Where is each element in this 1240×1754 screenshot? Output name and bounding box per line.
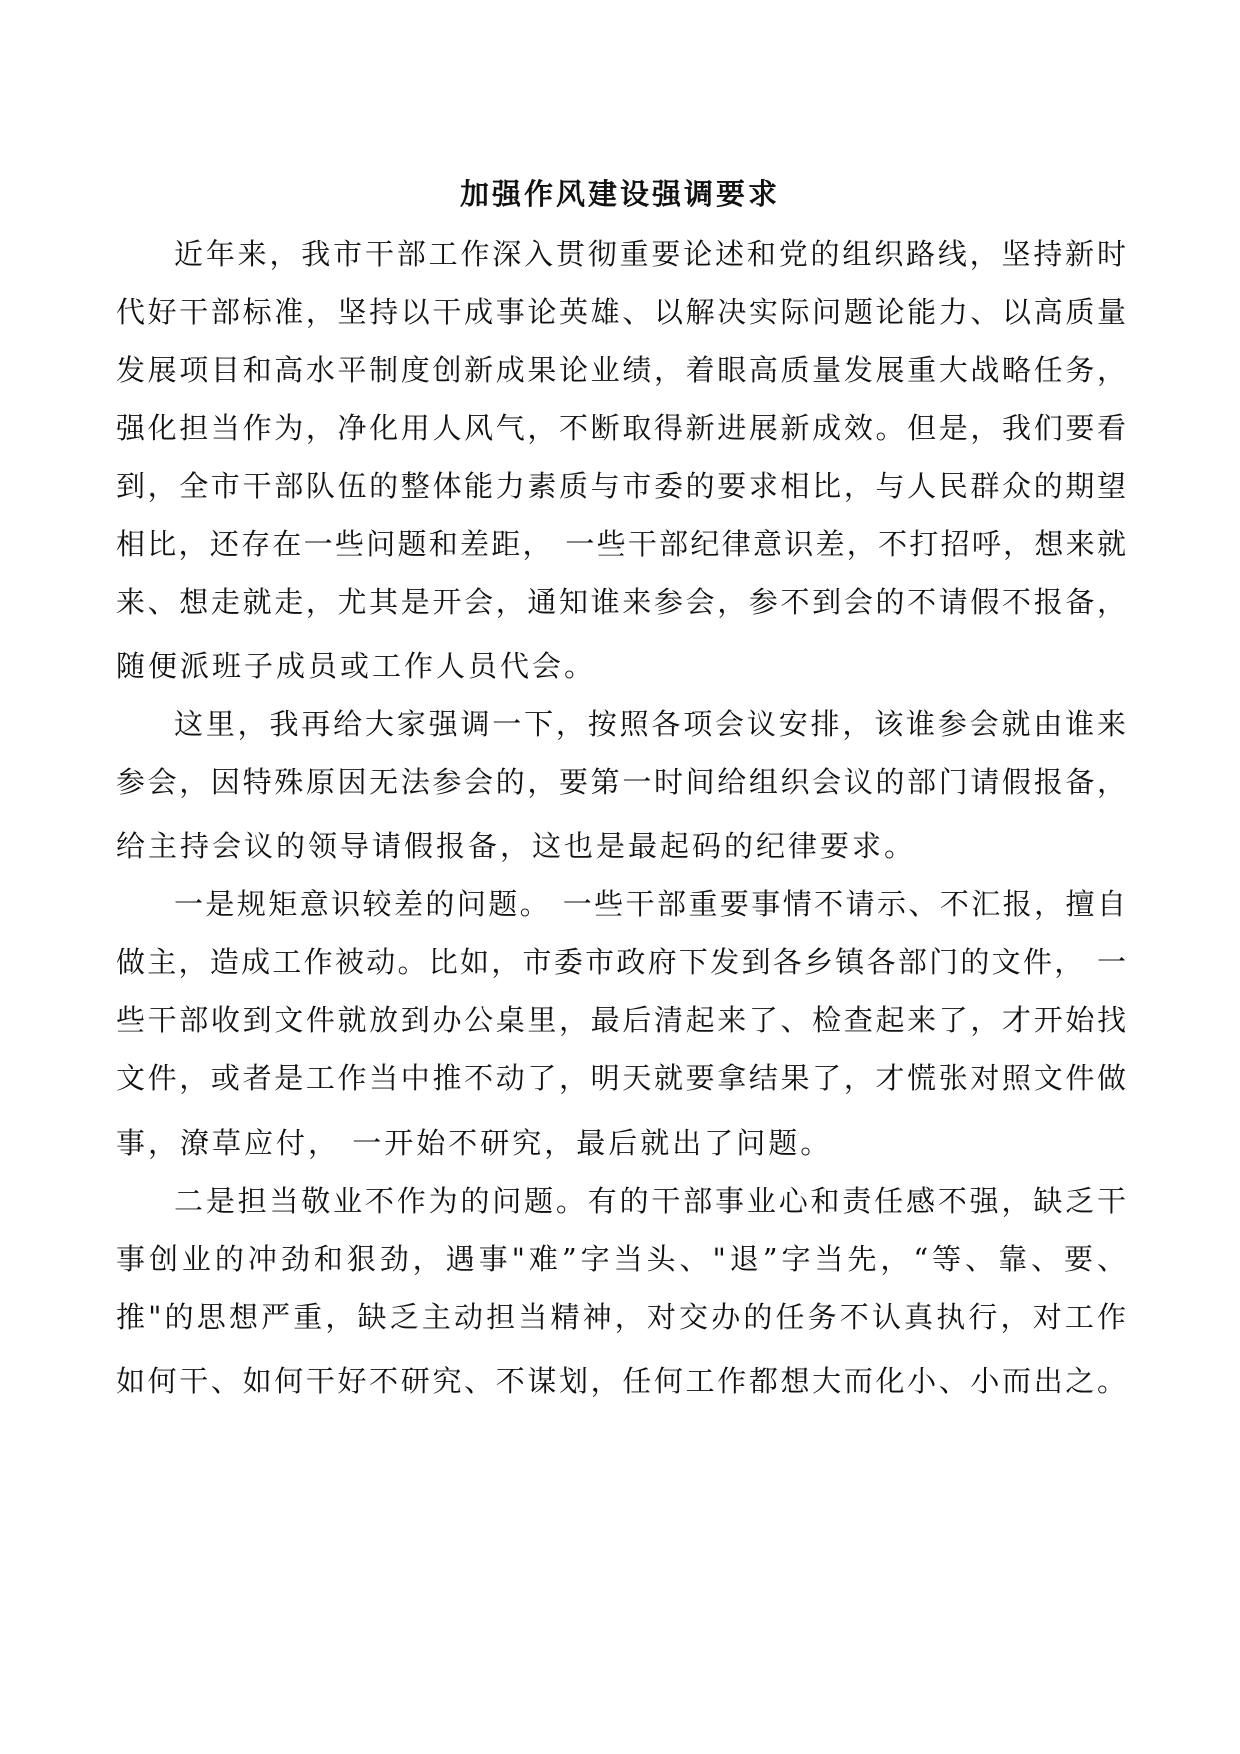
paragraph-line: 给主持会议的领导请假报备，这也是最起码的纪律要求。 [116, 829, 917, 863]
paragraph-line: 参会，因特殊原因无法参会的，要第一时间给组织会议的部门请假报备， [116, 765, 1126, 799]
paragraph-line: 一是规矩意识较差的问题。 一些干部重要事情不请示、不汇报，擅自 [174, 887, 1126, 921]
paragraph-line: 事，潦草应付， 一开始不研究，最后就出了问题。 [116, 1126, 833, 1160]
paragraph-line: 事创业的冲劲和狠劲，遇事"难”字当头、"退”字当先，“等、靠、要、 [116, 1242, 1126, 1276]
paragraph-line: 这里，我再给大家强调一下，按照各项会议安排，该谁参会就由谁来 [174, 707, 1126, 741]
paragraph-line: 做主，造成工作被动。比如，市委市政府下发到各乡镇各部门的文件， 一 [116, 945, 1126, 979]
paragraph-line: 强化担当作为，净化用人风气，不断取得新进展新成效。但是，我们要看 [116, 411, 1126, 445]
document-title: 加强作风建设强调要求 [459, 177, 780, 211]
paragraph-line: 随便派班子成员或工作人员代会。 [116, 649, 597, 683]
paragraph-line: 来、想走就走，尤其是开会，通知谁来参会，参不到会的不请假不报备， [116, 585, 1126, 619]
paragraph-line: 近年来，我市干部工作深入贯彻重要论述和党的组织路线，坚持新时 [174, 237, 1126, 271]
paragraph-line: 如何干、如何干好不研究、不谋划，任何工作都想大而化小、小而出之。 [116, 1364, 1126, 1398]
paragraph-line: 二是担当敬业不作为的问题。有的干部事业心和责任感不强，缺乏干 [174, 1184, 1126, 1218]
paragraph-line: 文件，或者是工作当中推不动了，明天就要拿结果了，才慌张对照文件做 [116, 1061, 1126, 1095]
paragraph-line: 推"的思想严重，缺乏主动担当精神，对交办的任务不认真执行，对工作 [116, 1300, 1126, 1334]
paragraph-line: 相比，还存在一些问题和差距， 一些干部纪律意识差，不打招呼，想来就 [116, 527, 1126, 561]
paragraph-line: 代好干部标准，坚持以干成事论英雄、以解决实际问题论能力、以高质量 [116, 295, 1126, 329]
paragraph-line: 发展项目和高水平制度创新成果论业绩，着眼高质量发展重大战略任务， [116, 353, 1126, 387]
paragraph-line: 到，全市干部队伍的整体能力素质与市委的要求相比，与人民群众的期望 [116, 469, 1126, 503]
paragraph-line: 些干部收到文件就放到办公桌里，最后清起来了、检查起来了，才开始找 [116, 1003, 1126, 1037]
